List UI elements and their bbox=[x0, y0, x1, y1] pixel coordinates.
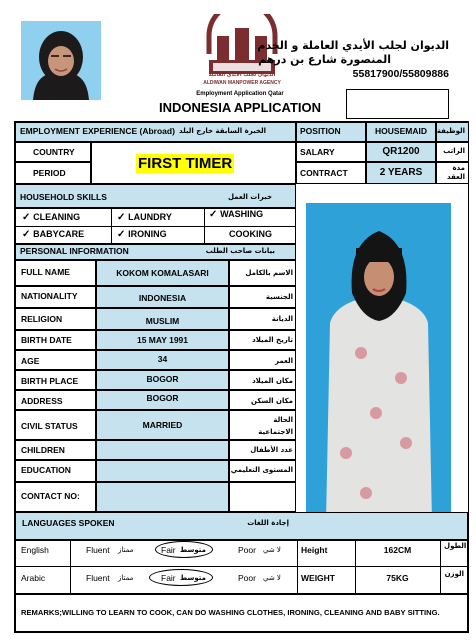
poor-option: Poor bbox=[238, 573, 256, 583]
fluent-option: Fluent bbox=[86, 573, 110, 583]
languages-heading: LANGUAGES SPOKEN bbox=[22, 518, 115, 528]
height-label: Height bbox=[301, 545, 328, 555]
skills-heading-ar: خبرات العمل bbox=[227, 193, 272, 201]
full-name-ar: الاسم بالكامل bbox=[245, 269, 293, 277]
first-timer-badge: FIRST TIMER bbox=[138, 155, 233, 172]
address-line-2: المنصورة شارع بن درهم bbox=[258, 53, 391, 66]
contact-label: CONTACT NO: bbox=[21, 491, 80, 501]
employment-heading: EMPLOYMENT EXPERIENCE (Abroad) bbox=[20, 126, 175, 136]
skill-label: BABYCARE bbox=[33, 229, 85, 239]
skill-label: LAUNDRY bbox=[128, 212, 172, 222]
fluent-option: Fluent bbox=[86, 545, 110, 555]
birth-date-ar: تاريخ الميلاد bbox=[252, 336, 293, 344]
agency-logo bbox=[203, 14, 281, 90]
form-title: INDONESIA APPLICATION bbox=[158, 100, 322, 115]
civil-status-ar: الحالة الاجتماعية bbox=[258, 416, 293, 436]
salary-label: SALARY bbox=[300, 147, 335, 157]
position-value: HOUSEMAID bbox=[375, 126, 427, 136]
birth-place-label: BIRTH PLACE bbox=[21, 376, 79, 386]
skills-heading: HOUSEHOLD SKILLS bbox=[20, 192, 107, 202]
salary-value: QR1200 bbox=[382, 146, 420, 157]
religion-label: RELIGION bbox=[21, 314, 63, 324]
contract-label: CONTRACT bbox=[300, 168, 348, 178]
fair-option-ar: متوسط bbox=[180, 574, 206, 582]
reference-box bbox=[346, 89, 449, 119]
fluent-option-ar: ممتاز bbox=[118, 546, 134, 554]
contract-value: 2 YEARS bbox=[379, 167, 423, 178]
weight-ar: الوزن bbox=[444, 570, 464, 578]
language-name: English bbox=[21, 545, 49, 555]
height-value: 162CM bbox=[383, 545, 412, 555]
children-ar: عدد الأطفال bbox=[250, 446, 293, 454]
position-ar: الوظيفة bbox=[436, 127, 465, 135]
birth-date-value: 15 MAY 1991 bbox=[136, 335, 189, 345]
age-ar: العمر bbox=[274, 357, 293, 365]
full-body-photo bbox=[306, 203, 451, 522]
skill-washing: ✓ WASHING bbox=[209, 209, 264, 220]
address-line-1: الديوان لجلب الأيدي العاملة و الخدم bbox=[257, 39, 449, 52]
form-subtitle: Employment Application Qatar bbox=[196, 91, 284, 97]
portrait-photo bbox=[21, 21, 101, 100]
weight-label: WEIGHT bbox=[301, 573, 335, 583]
height-ar: الطول bbox=[444, 542, 467, 550]
nationality-label: NATIONALITY bbox=[21, 291, 78, 301]
skill-babycare: ✓ BABYCARE bbox=[22, 229, 85, 240]
position-label: POSITION bbox=[300, 126, 341, 136]
employment-heading-ar: الخبرة السابقة خارج البلد bbox=[179, 127, 266, 135]
skill-laundry: ✓ LAUNDRY bbox=[117, 212, 172, 223]
fluent-option-ar: ممتاز bbox=[118, 574, 134, 582]
personal-heading-ar: بيانات صاحب الطلب bbox=[205, 247, 275, 255]
language-name: Arabic bbox=[21, 573, 46, 583]
agency-name-arabic: الديوان لجلب الأيدي العاملة bbox=[208, 72, 276, 78]
address-value: BOGOR bbox=[146, 393, 179, 403]
education-ar: المستوى التعليمي bbox=[230, 466, 293, 474]
skill-cleaning: ✓ CLEANING bbox=[22, 212, 81, 223]
country-label: COUNTRY bbox=[33, 147, 75, 157]
skill-label: IRONING bbox=[128, 229, 167, 239]
languages-heading-ar: إجادة اللغات bbox=[247, 519, 289, 527]
age-label: AGE bbox=[21, 356, 40, 366]
skill-ironing: ✓ IRONING bbox=[117, 229, 167, 240]
remarks-text: REMARKS;WILLING TO LEARN TO COOK, CAN DO WASHING CLOTHES, IRONING, CLEANING AND BABY SITTING. bbox=[21, 608, 440, 617]
skill-label: COOKING bbox=[229, 229, 273, 239]
personal-heading: PERSONAL INFORMATION bbox=[20, 246, 129, 256]
poor-option: Poor bbox=[238, 545, 256, 555]
skill-cooking bbox=[229, 229, 272, 240]
skill-label: CLEANING bbox=[33, 212, 81, 222]
fair-option-ar: متوسط bbox=[180, 546, 206, 554]
salary-ar: الراتب bbox=[443, 147, 465, 155]
full-name-label: FULL NAME bbox=[21, 267, 70, 277]
civil-status-label: CIVIL STATUS bbox=[21, 421, 78, 431]
phone-numbers: 55817900/55809886 bbox=[352, 68, 449, 80]
birth-date-label: BIRTH DATE bbox=[21, 335, 72, 345]
period-label: PERIOD bbox=[33, 168, 66, 178]
agency-name-english: ALDIWAN MANPOWER AGENCY bbox=[203, 80, 281, 86]
address-label: ADDRESS bbox=[21, 396, 63, 406]
skill-label: WASHING bbox=[220, 209, 264, 219]
religion-ar: الديانة bbox=[271, 315, 293, 323]
poor-option-ar: لا شي bbox=[263, 574, 281, 582]
religion-value: MUSLIM bbox=[145, 316, 180, 326]
birth-place-ar: مكان الميلاد bbox=[252, 377, 293, 385]
children-label: CHILDREN bbox=[21, 445, 65, 455]
poor-option-ar: لا شي bbox=[263, 546, 281, 554]
age-value: 34 bbox=[157, 354, 168, 364]
education-label: EDUCATION bbox=[21, 465, 71, 475]
nationality-value: INDONESIA bbox=[138, 293, 187, 303]
contract-ar: مدة العقد bbox=[446, 164, 465, 181]
birth-place-value: BOGOR bbox=[146, 374, 179, 384]
full-name-value: KOKOM KOMALASARI bbox=[116, 268, 209, 278]
fair-option: Fair bbox=[161, 573, 176, 583]
fair-option: Fair bbox=[161, 545, 176, 555]
address-ar: مكان السكن bbox=[251, 397, 293, 405]
weight-value: 75KG bbox=[386, 573, 409, 583]
civil-status-value: MARRIED bbox=[142, 420, 183, 430]
nationality-ar: الجنسية bbox=[265, 293, 293, 301]
